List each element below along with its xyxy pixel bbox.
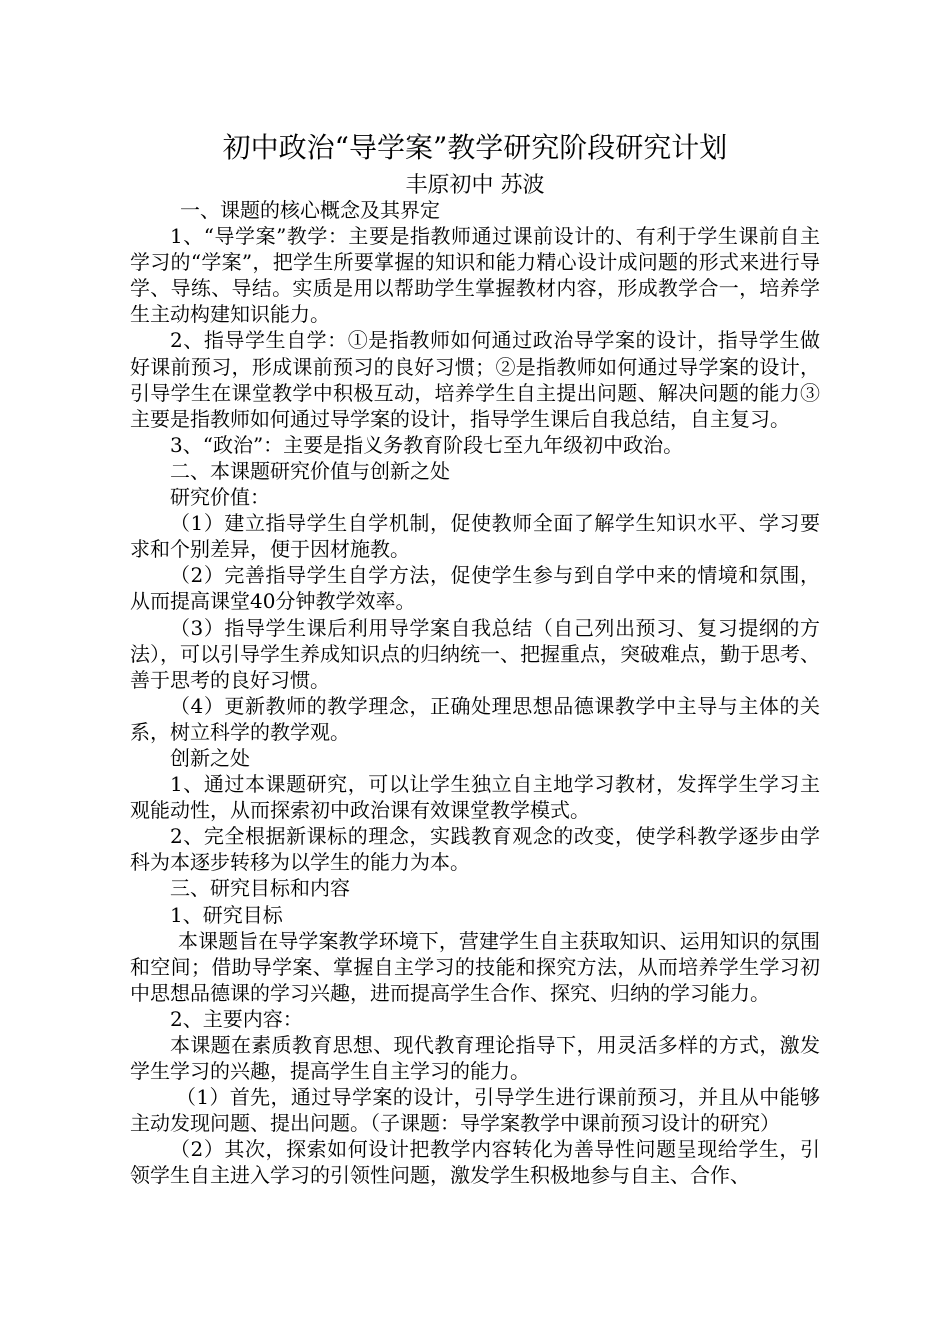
section-heading: 二、本课题研究价值与创新之处 <box>170 458 450 483</box>
section-heading: 三、研究目标和内容 <box>170 876 350 901</box>
paragraph: 3、“政治”：主要是指义务教育阶段七至九年级初中政治。 <box>170 432 684 457</box>
document-title: 初中政治“导学案”教学研究阶段研究计划 <box>222 131 728 164</box>
paragraph: （4）更新教师的教学理念，正确处理思想品德课教学中主导与主体的关系，树立科学的教学观。 <box>130 693 820 744</box>
paragraph: 研究价值： <box>170 485 270 510</box>
document-body <box>130 197 820 1189</box>
author-line: 丰原初中 苏波 <box>405 173 545 198</box>
paragraph: （1）首先，通过导学案的设计，引导学生进行课前预习，并且从中能够主动发现问题、提出问题。（子课题：导学案教学中课前预习设计的研究） <box>130 1085 820 1136</box>
paragraph: 1、“导学案”教学：主要是指教师通过课前设计的、有利于学生课前自主学习的“学案”，把学生所要掌握的知识和能力精心设计成问题的形式来进行导学、导练、导结。实质是用以帮助学生掌握教材内容，形成教学合一，培养学生主动构建知识能力。 <box>130 224 820 327</box>
paragraph: （1）建立指导学生自学机制，促使教师全面了解学生知识水平、学习要求和个别差异，便于因材施教。 <box>130 511 820 562</box>
paragraph: 本课题旨在导学案教学环境下，营建学生自主获取知识、运用知识的氛围和空间；借助导学案、掌握自主学习的技能和探究方法，从而培养学生学习初中思想品德课的学习兴趣，进而提高学生合作、探究、归纳的学习能力。 <box>130 928 820 1005</box>
paragraph: 2、完全根据新课标的理念，实践教育观念的改变，使学科教学逐步由学科为本逐步转移为以学生的能力为本。 <box>130 824 820 875</box>
paragraph: 1、研究目标 <box>170 902 283 927</box>
paragraph: 本课题在素质教育思想、现代教育理论指导下，用灵活多样的方式，激发学生学习的兴趣，提高学生自主学习的能力。 <box>130 1033 820 1084</box>
paragraph: 2、指导学生自学：①是指教师如何通过政治导学案的设计，指导学生做好课前预习，形成课前预习的良好习惯；②是指教师如何通过导学案的设计，引导学生在课堂教学中积极互动，培养学生自主提出问题、解决问题的能力③主要是指教师如何通过导学案的设计，指导学生课后自我总结，自主复习。 <box>130 328 820 431</box>
paragraph: 2、主要内容： <box>170 1006 303 1031</box>
paragraph: （2）完善指导学生自学方法，促使学生参与到自学中来的情境和氛围，从而提高课堂40分钟教学效率。 <box>130 563 820 614</box>
paragraph: （3）指导学生课后利用导学案自我总结（自己列出预习、复习提纲的方法），可以引导学生养成知识点的归纳统一、把握重点，突破难点，勤于思考、善于思考的良好习惯。 <box>130 615 820 692</box>
paragraph: 创新之处 <box>170 745 250 770</box>
paragraph: 1、通过本课题研究，可以让学生独立自主地学习教材，发挥学生学习主观能动性，从而探索初中政治课有效课堂教学模式。 <box>130 772 820 823</box>
section-heading: 一、课题的核心概念及其界定 <box>180 198 440 222</box>
paragraph: （2）其次，探索如何设计把教学内容转化为善导性问题呈现给学生，引领学生自主进入学习的引领性问题，激发学生积极地参与自主、合作、 <box>130 1137 820 1188</box>
